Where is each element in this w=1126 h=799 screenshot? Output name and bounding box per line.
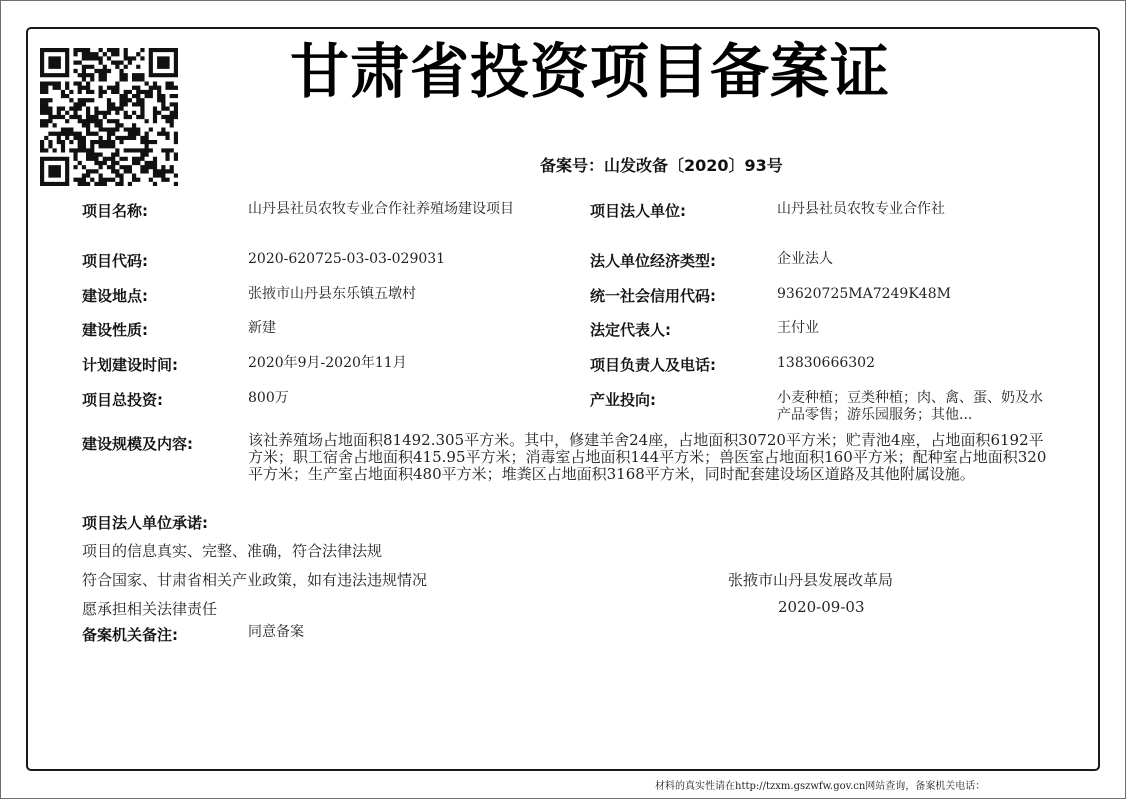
entity-type-value: 企业法人 — [777, 251, 833, 267]
project-name-label: 项目名称: — [82, 202, 148, 220]
remarks-value: 同意备案 — [248, 624, 304, 640]
authority-name: 张掖市山丹县发展改革局 — [728, 571, 894, 589]
project-code-label: 项目代码: — [82, 252, 148, 270]
pledge-line-1: 项目的信息真实、完整、准确，符合法律法规 — [82, 542, 383, 560]
credit-code-label: 统一社会信用代码: — [590, 287, 716, 305]
legal-rep-label: 法定代表人: — [590, 321, 671, 339]
schedule-label: 计划建设时间: — [82, 356, 178, 374]
legal-entity-label: 项目法人单位: — [590, 202, 686, 220]
qr-code-icon — [40, 48, 178, 186]
remarks-label: 备案机关备注: — [82, 626, 178, 644]
nature-value: 新建 — [248, 320, 276, 336]
location-label: 建设地点: — [82, 287, 148, 305]
credit-code-value: 93620725MA7249K48M — [777, 286, 951, 302]
scope-value: 该社养殖场占地面积81492.305平方米。其中，修建羊舍24座，占地面积30720平方米；贮青池4座，占地面积6192平方米；职工宿舍占地面积415.95平方米；消毒室占地面积144平方米；兽医室占地面积160平方米；配种室占地面积320平方米；生产室占地面积480平方米；堆粪区占地面积3168平方米，同时配套建设场区道路及其他附属设施。 — [248, 431, 1047, 483]
nature-label: 建设性质: — [82, 321, 148, 339]
scope-label: 建设规模及内容: — [82, 435, 193, 453]
contact-value: 13830666302 — [777, 355, 875, 371]
industry-label: 产业投向: — [590, 391, 656, 409]
pledge-label: 项目法人单位承诺: — [82, 514, 208, 532]
schedule-value: 2020年9月-2020年11月 — [248, 355, 407, 371]
filing-date: 2020-09-03 — [778, 598, 865, 616]
pledge-line-2: 符合国家、甘肃省相关产业政策，如有违法违规情况 — [82, 571, 428, 589]
legal-entity-value: 山丹县社员农牧专业合作社 — [777, 201, 945, 217]
project-name-value: 山丹县社员农牧专业合作社养殖场建设项目 — [248, 201, 514, 217]
footer-note: 材料的真实性请在http://tzxm.gszwfw.gov.cn网站查询，备案机关电话： — [655, 781, 986, 792]
investment-value: 800万 — [248, 390, 289, 406]
legal-rep-value: 王付业 — [777, 320, 819, 336]
project-code-value: 2020-620725-03-03-029031 — [248, 251, 446, 267]
entity-type-label: 法人单位经济类型: — [590, 252, 716, 270]
filing-number: 备案号：山发改备〔2020〕93号 — [540, 156, 783, 175]
location-value: 张掖市山丹县东乐镇五墩村 — [248, 286, 416, 302]
certificate-title: 甘肃省投资项目备案证 — [290, 37, 891, 106]
contact-label: 项目负责人及电话: — [590, 356, 716, 374]
industry-value: 小麦种植；豆类种植；肉、禽、蛋、奶及水产品零售；游乐园服务；其他... — [777, 390, 1043, 423]
pledge-line-3: 愿承担相关法律责任 — [82, 600, 218, 618]
investment-label: 项目总投资: — [82, 391, 163, 409]
